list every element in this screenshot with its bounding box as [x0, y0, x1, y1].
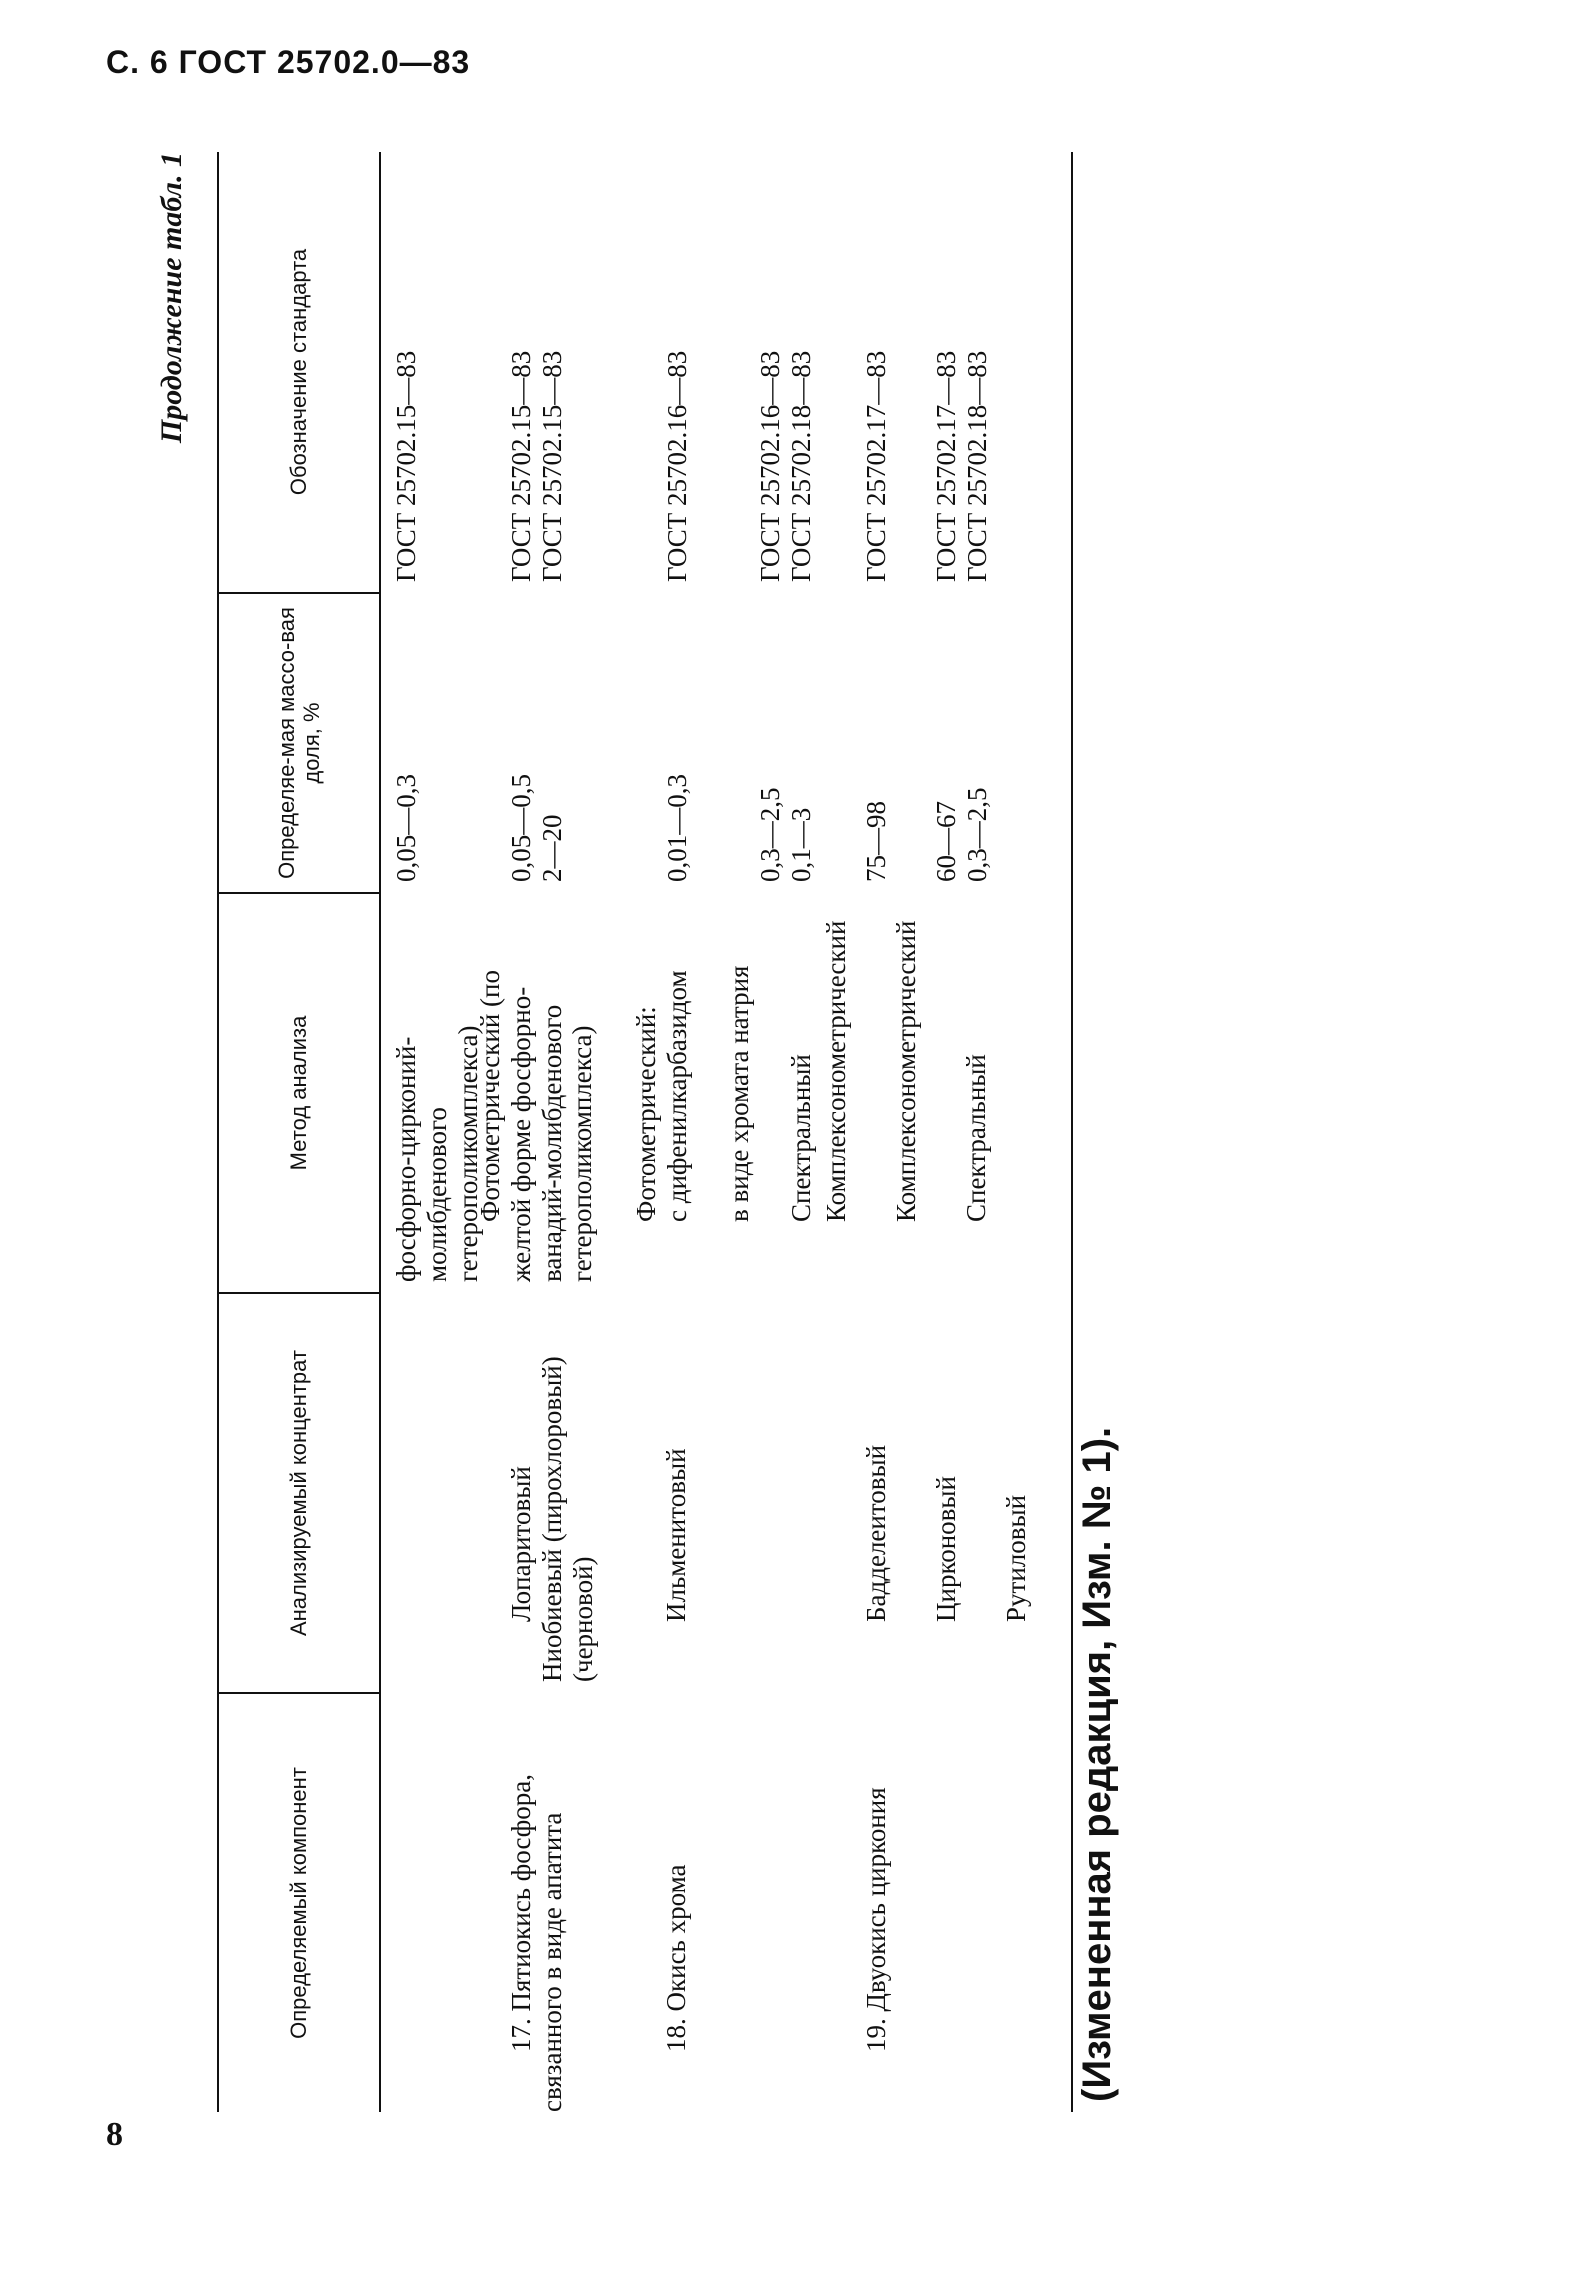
continuation-title: Продолжение табл. 1 [155, 152, 188, 444]
page-header: С. 6 ГОСТ 25702.0—83 [106, 44, 471, 80]
r19-component: 19. Двуокись циркония [861, 1787, 891, 2052]
r19-std-3: ГОСТ 25702.18—83 [962, 350, 992, 582]
r19-method-3: Спектральный [961, 1054, 991, 1222]
page-number: 8 [106, 2116, 123, 2153]
r18-std-2: ГОСТ 25702.16—83 [755, 350, 785, 582]
col-header-method: Метод анализа [219, 892, 379, 1292]
r19-std-1: ГОСТ 25702.17—83 [861, 350, 891, 582]
r17-concentrate-2: Ниобиевый (пирохлоровый) (черновой) [537, 1356, 598, 1682]
r19-concentrate-1: Бадделеитовый [861, 1444, 891, 1622]
r18-method-2: с дифенилкарбазидом [662, 970, 692, 1222]
r19-std-2: ГОСТ 25702.17—83 [931, 350, 961, 582]
r18-mass-2: 0,3—2,5 [755, 787, 785, 882]
r17-method-2: Фотометрический (по желтой форме фосфорно-ванадий-молибденового гетерополикомплекса) [475, 970, 598, 1282]
r18-method-1: Фотометрический: [631, 1006, 661, 1222]
r19-method-1: Комплексонометрический [821, 920, 851, 1222]
r18-std-1: ГОСТ 25702.16—83 [662, 350, 692, 582]
r17-mass-1: 0,05—0,3 [391, 774, 421, 882]
rotated-content [155, 152, 1135, 2112]
r17-mass-3: 2—20 [537, 814, 567, 882]
col-header-concentrate: Анализируемый концентрат [219, 1292, 379, 1692]
r18-component: 18. Окись хрома [661, 1864, 691, 2052]
r17-component: 17. Пятиокись фосфора, связанного в виде апатита [506, 1774, 567, 2112]
r19-mass-3: 0,3—2,5 [962, 787, 992, 882]
table-body [381, 152, 1071, 2112]
col-header-standard: Обозначение стандарта [286, 248, 312, 496]
r19-concentrate-2: Цирконовый [931, 1476, 961, 1622]
col-header-component: Определяемый компонент [219, 1692, 379, 2112]
r18-mass-3: 0,1—3 [786, 807, 816, 882]
r17-std-2: ГОСТ 25702.15—83 [506, 350, 536, 582]
r17-std-1: ГОСТ 25702.15—83 [391, 350, 421, 582]
r17-std-3: ГОСТ 25702.15—83 [537, 350, 567, 582]
r17-concentrate-1: Лопаритовый [506, 1466, 536, 1622]
r18-method-4: Спектральный [786, 1054, 816, 1222]
r18-method-3: в виде хромата натрия [724, 965, 754, 1222]
r18-std-3: ГОСТ 25702.18—83 [786, 350, 816, 582]
r18-concentrate: Ильменитовый [661, 1448, 691, 1622]
r19-concentrate-3: Рутиловый [1001, 1494, 1031, 1622]
r19-mass-2: 60—67 [931, 801, 961, 882]
standards-table [217, 152, 1073, 2112]
r18-mass-1: 0,01—0,3 [662, 774, 692, 882]
r19-method-2: Комплексонометрический [891, 920, 921, 1222]
table-header [219, 152, 381, 2112]
amendment-note: (Измененная редакция, Изм. № 1). [1075, 1426, 1119, 2102]
col-header-mass-fraction: Определяе-мая массо-вая доля, % [219, 592, 379, 892]
r17-mass-2: 0,05—0,5 [506, 774, 536, 882]
r17-method-cont: фосфорно-цирконий-молибденового гетерополикомплекса) [391, 1025, 483, 1282]
r19-mass-1: 75—98 [861, 801, 891, 882]
